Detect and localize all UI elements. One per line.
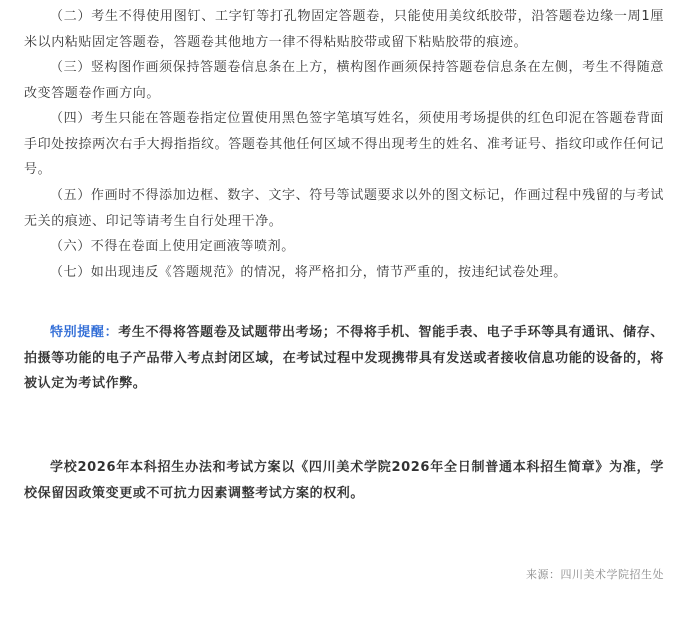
rule-paragraph-4: （四）考生只能在答题卷指定位置使用黑色签字笔填写姓名，须使用考场提供的红色印泥在答题卷背面手印处按捺两次右手大拇指指纹。答题卷其他任何区域不得出现考生的姓名、准考证号、指纹印或作任何记号。 (24, 111, 664, 177)
rule-paragraph-6: （六）不得在卷面上使用定画液等喷剂。 (50, 239, 295, 254)
special-reminder (24, 320, 664, 397)
special-reminder-lead: 特别提醒： (50, 325, 119, 340)
rule-paragraph-7: （七）如出现违反《答题规范》的情况，将严格扣分，情节严重的，按违纪试卷处理。 (50, 265, 567, 280)
source-credit: 来源：四川美术学院招生处 (526, 568, 664, 581)
rule-paragraph-2: （二）考生不得使用图钉、工字钉等打孔物固定答题卷，只能使用美纹纸胶带，沿答题卷边缘一周1厘米以内粘贴固定答题卷，答题卷其他地方一律不得粘贴胶带或留下粘贴胶带的痕迹。 (24, 9, 664, 50)
policy-statement: 学校2026年本科招生办法和考试方案以《四川美术学院2026年全日制普通本科招生简章》为准，学校保留因政策变更或不可抗力因素调整考试方案的权利。 (24, 460, 664, 501)
rule-paragraph-3: （三）竖构图作画须保持答题卷信息条在上方，横构图作画须保持答题卷信息条在左侧，考生不得随意改变答题卷作画方向。 (24, 60, 664, 101)
special-reminder-body: 考生不得将答题卷及试题带出考场；不得将手机、智能手表、电子手环等具有通讯、储存、拍摄等功能的电子产品带入考点封闭区域，在考试过程中发现携带具有发送或者接收信息功能的设备的，将被认定为考试作弊。 (24, 325, 664, 391)
rule-paragraph-5: （五）作画时不得添加边框、数字、文字、符号等试题要求以外的图文标记，作画过程中残留的与考试无关的痕迹、印记等请考生自行处理干净。 (24, 188, 664, 229)
